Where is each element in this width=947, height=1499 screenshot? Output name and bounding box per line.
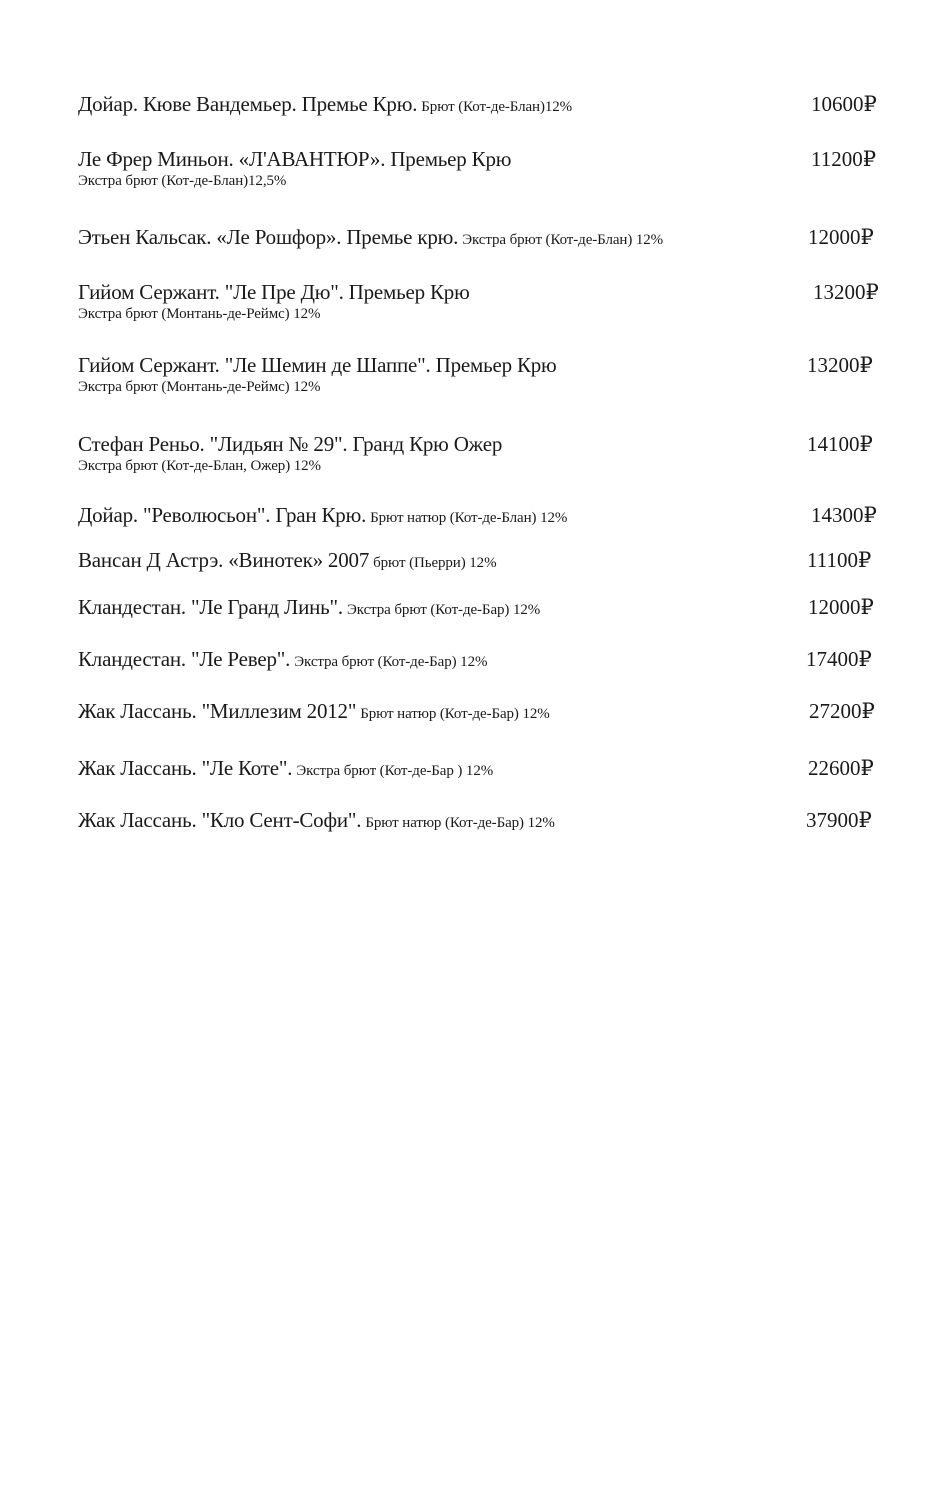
list-item — [78, 548, 888, 573]
item-subtitle: Экстра брют (Монтань-де-Реймс) 12% — [78, 379, 321, 395]
list-item — [78, 92, 888, 117]
item-name: Кландестан. "Ле Гранд Линь". — [78, 595, 343, 619]
item-name: Гийом Сержант. "Ле Пре Дю". Премьер Крю — [78, 280, 470, 304]
list-item — [78, 432, 888, 475]
item-title-line — [78, 808, 888, 833]
item-title-line — [78, 353, 888, 378]
item-title-line — [78, 647, 888, 672]
item-subtitle: Экстра брют (Монтань-де-Реймс) 12% — [78, 306, 321, 322]
item-name: Жак Лассань. "Ле Коте". — [78, 756, 293, 780]
item-title-line — [78, 548, 888, 573]
item-description: Экстра брют (Кот-де-Бар) 12% — [294, 654, 488, 670]
item-title-line — [78, 280, 888, 305]
item-subtitle: Экстра брют (Кот-де-Блан, Ожер) 12% — [78, 458, 321, 474]
item-price: 17400₽ — [806, 647, 872, 671]
item-price: 13200₽ — [807, 353, 873, 377]
item-price: 12000₽ — [808, 225, 874, 249]
item-price: 14100₽ — [807, 432, 873, 456]
list-item — [78, 647, 888, 672]
item-price: 12000₽ — [808, 595, 874, 619]
item-price: 13200₽ — [813, 280, 879, 304]
list-item — [78, 225, 888, 250]
item-title-line — [78, 147, 888, 172]
item-title-line — [78, 92, 888, 117]
item-name: Этьен Кальсак. «Ле Рошфор». Премье крю. — [78, 225, 459, 249]
item-description: Экстра брют (Кот-де-Бар ) 12% — [296, 763, 494, 779]
item-price: 11200₽ — [811, 147, 877, 171]
item-price: 37900₽ — [806, 808, 872, 832]
item-name: Жак Лассань. "Миллезим 2012" — [78, 699, 357, 723]
item-price: 11100₽ — [807, 548, 872, 572]
item-subtitle: Экстра брют (Кот-де-Блан)12,5% — [78, 173, 287, 189]
list-item — [78, 353, 888, 396]
item-title-line — [78, 225, 888, 250]
list-item — [78, 699, 888, 724]
item-name: Ле Фрер Миньон. «Л'АВАНТЮР». Премьер Крю — [78, 147, 512, 171]
item-title-line — [78, 432, 888, 457]
item-description: Брют натюр (Кот-де-Блан) 12% — [370, 510, 568, 526]
list-item — [78, 147, 888, 190]
item-price: 10600₽ — [811, 92, 877, 116]
list-item — [78, 503, 888, 528]
list-item — [78, 280, 888, 323]
list-item — [78, 808, 888, 833]
list-item — [78, 756, 888, 781]
item-name: Дойар. Кюве Вандемьер. Премье Крю. — [78, 92, 418, 116]
item-name: Жак Лассань. "Кло Сент-Софи". — [78, 808, 362, 832]
item-name: Дойар. "Революсьон". Гран Крю. — [78, 503, 367, 527]
item-description: Брют натюр (Кот-де-Бар) 12% — [365, 815, 555, 831]
item-price: 27200₽ — [809, 699, 875, 723]
item-description: Экстра брют (Кот-де-Бар) 12% — [346, 602, 541, 618]
item-description: Брют натюр (Кот-де-Бар) 12% — [360, 706, 550, 722]
item-title-line — [78, 699, 888, 724]
list-item — [78, 595, 888, 620]
item-description: Экстра брют (Кот-де-Блан) 12% — [462, 232, 664, 248]
item-description: Брют (Кот-де-Блан)12% — [421, 99, 573, 115]
item-title-line — [78, 503, 888, 528]
item-price: 22600₽ — [808, 756, 874, 780]
item-description: брют (Пьерри) 12% — [373, 555, 497, 571]
item-name: Гийом Сержант. "Ле Шемин де Шаппе". Премьер Крю — [78, 353, 557, 377]
item-title-line — [78, 756, 888, 781]
item-title-line — [78, 595, 888, 620]
item-price: 14300₽ — [811, 503, 877, 527]
item-name: Вансан Д Астрэ. «Винотек» 2007 — [78, 548, 370, 572]
item-name: Кландестан. "Ле Ревер". — [78, 647, 291, 671]
item-name: Стефан Реньо. "Лидьян № 29". Гранд Крю Ожер — [78, 432, 503, 456]
